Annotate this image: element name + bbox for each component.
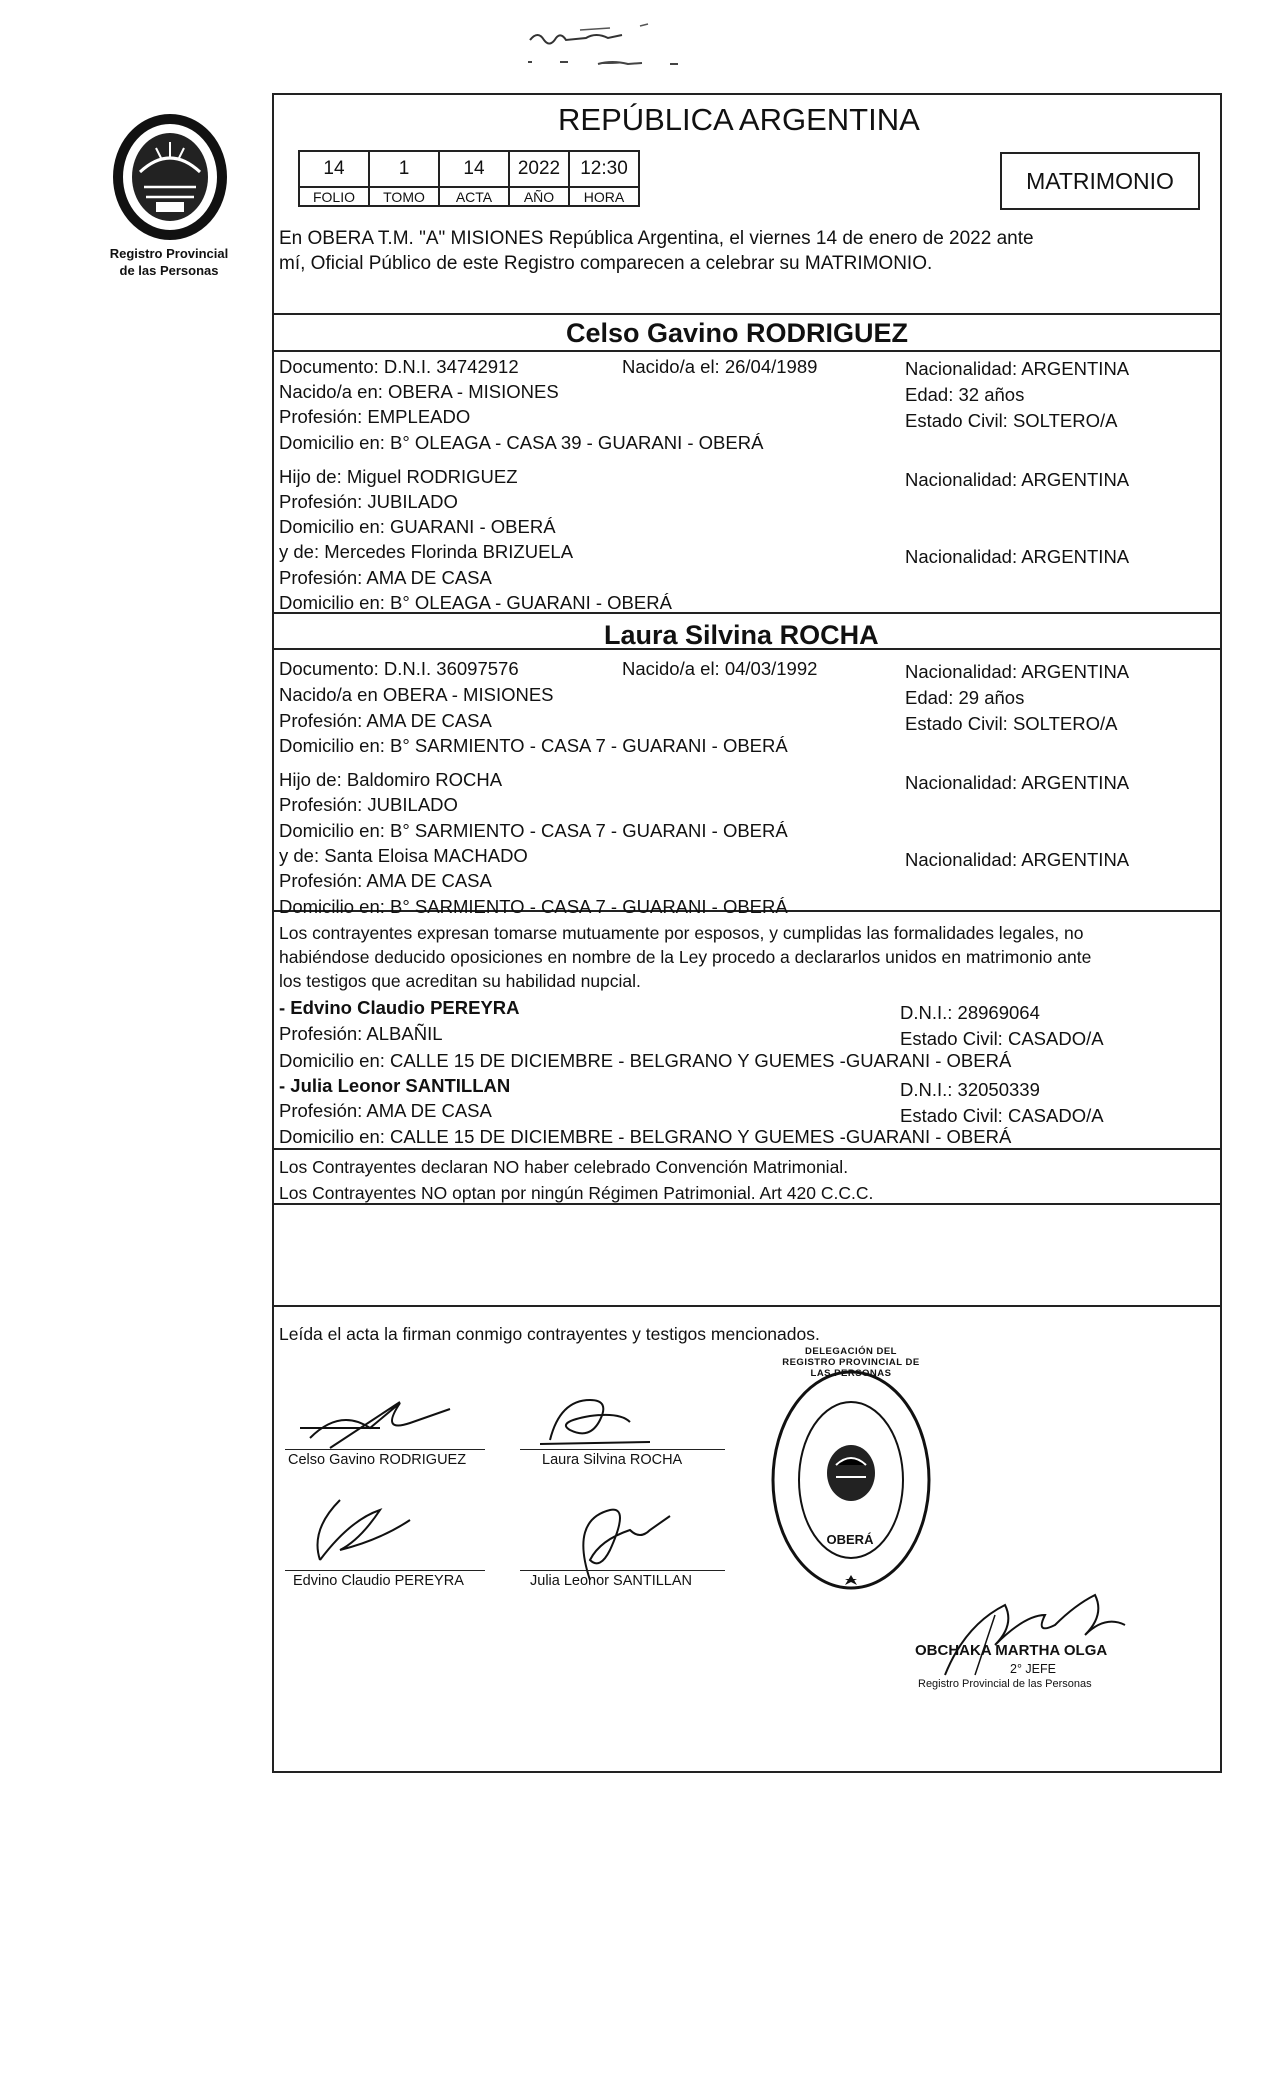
provincia-misiones-shield-icon — [100, 112, 240, 242]
logo-caption-2: de las Personas — [119, 263, 219, 278]
groom-padre-nacionalidad: Nacionalidad: ARGENTINA — [905, 469, 1130, 490]
bride-padre: Hijo de: Baldomiro ROCHA — [279, 769, 503, 790]
bride-edad: Edad: 29 años — [905, 687, 1025, 708]
groom-madre-nacionalidad: Nacionalidad: ARGENTINA — [905, 546, 1130, 567]
groom-padre-profesion: Profesión: JUBILADO — [279, 491, 458, 512]
hora-value: 12:30 — [569, 151, 639, 187]
registro-seal-icon — [766, 1365, 936, 1595]
bride-domicilio: Domicilio en: B° SARMIENTO - CASA 7 - GUARANI - OBERÁ — [279, 735, 788, 756]
logo-caption-1: Registro Provincial — [109, 246, 229, 261]
top-scribble — [520, 18, 720, 74]
seal-city: OBERÁ — [826, 1532, 874, 1547]
groom-nacionalidad: Nacionalidad: ARGENTINA — [905, 358, 1130, 379]
note-convencion: Los Contrayentes declaran NO haber celebrado Convención Matrimonial. — [279, 1157, 849, 1177]
acta-grid — [298, 150, 640, 207]
groom-madre-profesion: Profesión: AMA DE CASA — [279, 567, 492, 588]
country-title: REPÚBLICA ARGENTINA — [558, 102, 920, 137]
groom-signature-name: Celso Gavino RODRIGUEZ — [288, 1452, 467, 1468]
groom-madre: y de: Mercedes Florinda BRIZUELA — [279, 541, 574, 562]
witness-1-signature-name: Edvino Claudio PEREYRA — [293, 1573, 464, 1589]
bride-estado-civil: Estado Civil: SOLTERO/A — [905, 713, 1118, 734]
separator — [272, 1148, 1222, 1150]
bride-nacido-el: Nacido/a el: 04/03/1992 — [622, 658, 818, 679]
bride-madre-profesion: Profesión: AMA DE CASA — [279, 870, 492, 891]
hora-label: HORA — [569, 187, 639, 206]
witness-2-domicilio: Domicilio en: CALLE 15 DE DICIEMBRE - BELGRANO Y GUEMES -GUARANI - OBERÁ — [279, 1126, 1012, 1147]
groom-signature — [290, 1388, 470, 1458]
bride-nacionalidad: Nacionalidad: ARGENTINA — [905, 661, 1130, 682]
acta-label: ACTA — [439, 187, 509, 206]
groom-padre: Hijo de: Miguel RODRIGUEZ — [279, 466, 518, 487]
groom-padre-domicilio: Domicilio en: GUARANI - OBERÁ — [279, 516, 556, 537]
witness-2-estado-civil: Estado Civil: CASADO/A — [900, 1105, 1104, 1126]
bride-padre-nacionalidad: Nacionalidad: ARGENTINA — [905, 772, 1130, 793]
official-title: 2° JEFE — [1010, 1662, 1056, 1676]
witness-1-signature-line — [285, 1570, 485, 1571]
bride-signature-line — [520, 1449, 725, 1450]
groom-edad: Edad: 32 años — [905, 384, 1025, 405]
tomo-label: TOMO — [369, 187, 439, 206]
bride-padre-domicilio: Domicilio en: B° SARMIENTO - CASA 7 - GUARANI - OBERÁ — [279, 820, 788, 841]
witness-1-name: - Edvino Claudio PEREYRA — [279, 997, 520, 1018]
groom-documento: Documento: D.N.I. 34742912 — [279, 356, 519, 377]
groom-domicilio: Domicilio en: B° OLEAGA - CASA 39 - GUARANI - OBERÁ — [279, 432, 764, 453]
witness-1-dni: D.N.I.: 28969064 — [900, 1002, 1040, 1023]
witness-2-signature-name: Julia Leonor SANTILLAN — [530, 1573, 692, 1589]
groom-name: Celso Gavino RODRIGUEZ — [566, 318, 909, 348]
witness-1-estado-civil: Estado Civil: CASADO/A — [900, 1028, 1104, 1049]
provincial-logo — [100, 112, 240, 282]
bride-profesion: Profesión: AMA DE CASA — [279, 710, 492, 731]
intro-line-2: mí, Oficial Público de este Registro comparecen a celebrar su MATRIMONIO. — [279, 253, 933, 274]
witness-2-dni: D.N.I.: 32050339 — [900, 1079, 1040, 1100]
bride-madre-nacionalidad: Nacionalidad: ARGENTINA — [905, 849, 1130, 870]
bride-name: Laura Silvina ROCHA — [604, 620, 879, 650]
groom-nacido-en: Nacido/a en: OBERA - MISIONES — [279, 381, 559, 402]
witness-2-profesion: Profesión: AMA DE CASA — [279, 1100, 492, 1121]
bride-signature — [520, 1380, 680, 1458]
groom-estado-civil: Estado Civil: SOLTERO/A — [905, 410, 1118, 431]
groom-signature-line — [285, 1449, 485, 1450]
groom-nacido-el: Nacido/a el: 26/04/1989 — [622, 356, 818, 377]
anio-value: 2022 — [509, 151, 569, 187]
note-regimen: Los Contrayentes NO optan por ningún Régimen Patrimonial. Art 420 C.C.C. — [279, 1183, 874, 1203]
bride-nacido-en: Nacido/a en OBERA - MISIONES — [279, 684, 554, 705]
bride-madre: y de: Santa Eloisa MACHADO — [279, 845, 528, 866]
separator — [272, 350, 1222, 352]
bride-padre-profesion: Profesión: JUBILADO — [279, 794, 458, 815]
acta-value: 14 — [439, 151, 509, 187]
groom-madre-domicilio: Domicilio en: B° OLEAGA - GUARANI - OBERÁ — [279, 592, 672, 613]
witness-1-signature — [290, 1490, 450, 1570]
witness-2-signature-line — [520, 1570, 725, 1571]
bride-madre-domicilio: Domicilio en: B° SARMIENTO - CASA 7 - GUARANI - OBERÁ — [279, 896, 788, 917]
closing-text: Leída el acta la firman conmigo contrayentes y testigos mencionados. — [279, 1324, 820, 1344]
separator — [272, 1305, 1222, 1307]
bride-documento: Documento: D.N.I. 36097576 — [279, 658, 519, 679]
folio-value: 14 — [299, 151, 369, 187]
declaration-line-1: Los contrayentes expresan tomarse mutuamente por esposos, y cumplidas las formalidades legales, no — [279, 923, 1084, 943]
witness-1-domicilio: Domicilio en: CALLE 15 DE DICIEMBRE - BELGRANO Y GUEMES -GUARANI - OBERÁ — [279, 1050, 1012, 1071]
separator — [272, 313, 1222, 315]
declaration-line-3: los testigos que acreditan su habilidad nupcial. — [279, 971, 641, 991]
anio-label: AÑO — [509, 187, 569, 206]
tomo-value: 1 — [369, 151, 439, 187]
witness-1-profesion: Profesión: ALBAÑIL — [279, 1023, 443, 1044]
intro-line-1: En OBERA T.M. "A" MISIONES República Argentina, el viernes 14 de enero de 2022 ante — [279, 228, 1034, 249]
witness-2-name: - Julia Leonor SANTILLAN — [279, 1075, 511, 1096]
folio-label: FOLIO — [299, 187, 369, 206]
seal-ring-text: DELEGACIÓN DEL REGISTRO PROVINCIAL DE LAS PERSONAS — [782, 1346, 920, 1379]
doc-type-box: MATRIMONIO — [1000, 152, 1200, 210]
official-name: OBCHAKA MARTHA OLGA — [915, 1642, 1108, 1659]
declaration-line-2: habiéndose deducido oposiciones en nombre de la Ley procedo a declararlos unidos en matrimonio ante — [279, 947, 1092, 967]
official-office: Registro Provincial de las Personas — [918, 1678, 1092, 1690]
bride-signature-name: Laura Silvina ROCHA — [542, 1452, 683, 1468]
groom-profesion: Profesión: EMPLEADO — [279, 406, 471, 427]
